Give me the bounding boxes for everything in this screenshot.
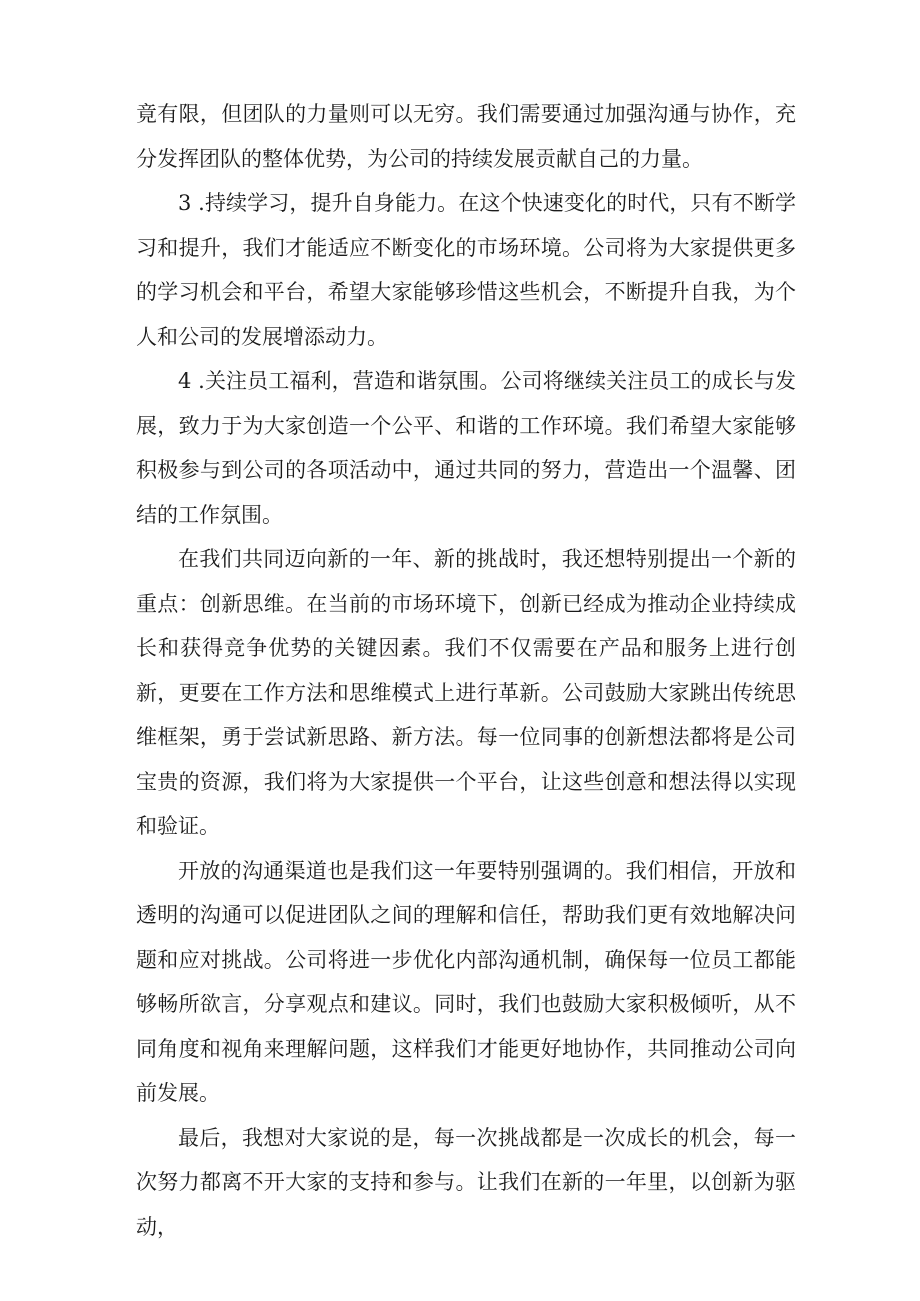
paragraph-closing: 最后，我想对大家说的是，每一次挑战都是一次成长的机会，每一次努力都离不开大家的支持和参与。让我们在新的一年里，以创新为驱动，	[136, 1125, 796, 1239]
paragraph-communication: 开放的沟通渠道也是我们这一年要特别强调的。我们相信，开放和透明的沟通可以促进团队之间的理解和信任，帮助我们更有效地解决问题和应对挑战。公司将进一步优化内部沟通机制，确保每一位员工都能够畅所欲言，分享观点和建议。同时，我们也鼓励大家积极倾听，从不同角度和视角来理解问题，这样我们才能更好地协作，共同推动公司向前发展。	[136, 858, 796, 1105]
paragraph-item-4: 4 .关注员工福利，营造和谐氛围。公司将继续关注员工的成长与发展，致力于为大家创造一个公平、和谐的工作环境。我们希望大家能够积极参与到公司的各项活动中，通过共同的努力，营造出一个温馨、团结的工作氛围。	[136, 369, 796, 527]
paragraph-item-3: 3 .持续学习，提升自身能力。在这个快速变化的时代，只有不断学习和提升，我们才能适应不断变化的市场环境。公司将为大家提供更多的学习机会和平台，希望大家能够珍惜这些机会，不断提升自我，为个人和公司的发展增添动力。	[136, 191, 796, 349]
paragraph-continuation: 竟有限，但团队的力量则可以无穷。我们需要通过加强沟通与协作，充分发挥团队的整体优势，为公司的持续发展贡献自己的力量。	[136, 102, 796, 171]
document-body	[136, 92, 796, 1249]
paragraph-innovation: 在我们共同迈向新的一年、新的挑战时，我还想特别提出一个新的重点：创新思维。在当前的市场环境下，创新已经成为推动企业持续成长和获得竞争优势的关键因素。我们不仅需要在产品和服务上进行创新，更要在工作方法和思维模式上进行革新。公司鼓励大家跳出传统思维框架，勇于尝试新思路、新方法。每一位同事的创新想法都将是公司宝贵的资源，我们将为大家提供一个平台，让这些创意和想法得以实现和验证。	[136, 547, 796, 838]
